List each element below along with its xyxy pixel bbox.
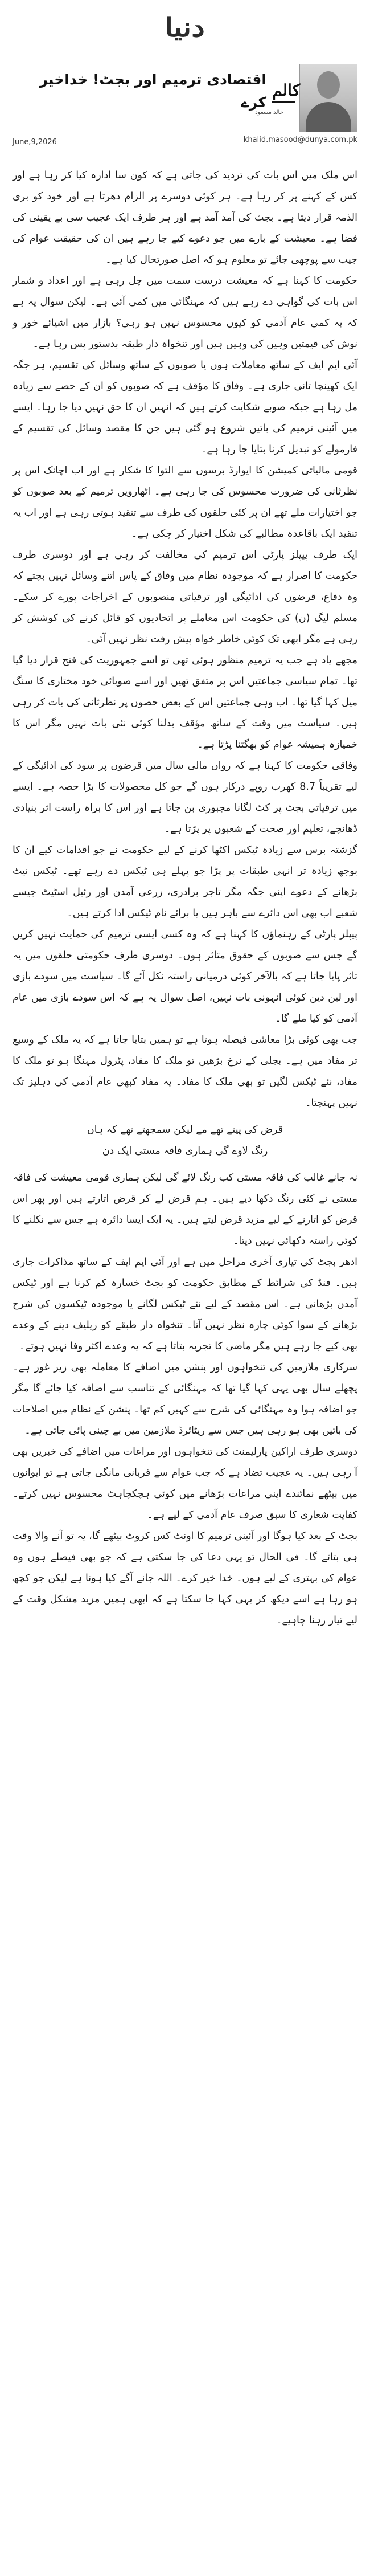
article-paragraph: مجھے یاد ہے جب یہ ترمیم منظور ہوئی تھی تو اسے جمہوریت کی فتح قرار دیا گیا تھا۔ تمام سیاسی جماعتیں اس پر متفق تھیں اور اسے صوبائی خود مختاری کا سنگ میل کہا گیا تھا۔ اب وہی جماعتیں اس کے بعض حصوں پر نظرثانی کی بات کر رہی ہیں۔ سیاست میں وقت کے ساتھ مؤقف بدلنا کوئی نئی بات نہیں مگر اس کا خمیازہ ہمیشہ عوام کو بھگتنا پڑتا ہے۔ xyxy=(13,655,357,750)
article-paragraph: قومی مالیاتی کمیشن کا ایوارڈ برسوں سے التوا کا شکار ہے اور اب اچانک اس پر نظرثانی کی ضرورت محسوس کی جا رہی ہے۔ اٹھارویں ترمیم کے بعد صوبوں کو جو اختیارات ملے تھے ان پر کئی حلقوں کی طرف سے تنقید ہوتی رہی ہے اور اب یہ تنقید ایک باقاعدہ مطالبے کی شکل اختیار کر چکی ہے۔ xyxy=(13,465,357,540)
author-photo-head xyxy=(317,71,340,99)
masthead xyxy=(0,0,370,57)
article-paragraph: گزشتہ برس سے زیادہ ٹیکس اکٹھا کرنے کے لیے حکومت نے جو اقدامات کیے ان کا بوجھ زیادہ تر انہی طبقات پر پڑا جو پہلے ہی ٹیکس دے رہے تھے۔ ٹیکس نیٹ بڑھانے کے دعوے اپنی جگہ مگر تاجر برادری، زرعی آمدن اور رئیل اسٹیٹ جیسے شعبے اب بھی اس دائرے سے باہر ہیں یا برائے نام ٹیکس ادا کرتے ہیں۔ xyxy=(13,844,357,919)
author-photo xyxy=(299,64,357,132)
author-photo-shoulders xyxy=(306,102,351,132)
column-label-text: کالم xyxy=(272,81,301,100)
article-paragraph: بجٹ کے بعد کیا ہوگا اور آئینی ترمیم کا اونٹ کس کروٹ بیٹھے گا، یہ تو آنے والا وقت ہی بتائے گا۔ فی الحال تو یہی دعا کی جا سکتی ہے کہ جو بھی فیصلے ہوں وہ عوام کی بہتری کے لیے ہوں۔ خدا خیر کرے۔ اللہ جانے آگے کیا ہونا ہے لیکن جو کچھ ہو رہا ہے اسے دیکھ کر یہی کہا جا سکتا ہے کہ ابھی ہمیں مزید مشکل وقت کے لیے تیار رہنا چاہیے۔ xyxy=(13,1530,357,1626)
article-paragraph: سرکاری ملازمین کی تنخواہوں اور پنشن میں اضافے کا معاملہ بھی زیر غور ہے۔ پچھلے سال بھی یہی کہا گیا تھا کہ مہنگائی کے تناسب سے اضافہ کیا جائے گا مگر جو اضافہ ہوا وہ مہنگائی کی شرح سے کہیں کم تھا۔ پنشن کے نظام میں اصلاحات کی باتیں بھی ہو رہی ہیں جس سے ریٹائرڈ ملازمین میں بے چینی پائی جاتی ہے۔ xyxy=(13,1362,357,1436)
poetry-line: قرض کی پیتے تھے مے لیکن سمجھتے تھے کہ ہاں xyxy=(87,1124,283,1136)
poetry-line: رنگ لاوے گی ہماری فاقہ مستی ایک دن xyxy=(102,1145,268,1157)
article-paragraph: وفاقی حکومت کا کہنا ہے کہ رواں مالی سال میں قرضوں پر سود کی ادائیگی کے لیے تقریباً 8.7 کھرب روپے درکار ہوں گے جو کل محصولات کا بڑا حصہ ہے۔ ایسے میں ترقیاتی بجٹ پر کٹ لگانا مجبوری بن جاتا ہے اور اس کا براہ راست اثر بنیادی ڈھانچے، تعلیم اور صحت کے شعبوں پر پڑتا ہے۔ xyxy=(13,760,358,835)
article-paragraph: اس ملک میں اس بات کی تردید کی جاتی ہے کہ کون سا ادارہ کیا کر رہا ہے اور کس کے کہنے پر کر رہا ہے۔ ہر کوئی دوسرے پر الزام دھرتا ہے اور خود کو بری الذمہ قرار دیتا ہے۔ بجٹ کی آمد آمد ہے اور ہر طرف ایک عجیب سی بے یقینی کی فضا ہے۔ معیشت کے بارے میں جو دعوے کیے جا رہے ہیں ان کی حقیقت عوام کی جیب سے پوچھی جائے تو معلوم ہو کہ اصل صورتحال کیا ہے۔ xyxy=(13,170,357,266)
article-paragraph: حکومت کا کہنا ہے کہ معیشت درست سمت میں چل رہی ہے اور اعداد و شمار اس بات کی گواہی دے رہے ہیں کہ مہنگائی میں کمی آئی ہے۔ لیکن سوال یہ ہے کہ یہ کمی عام آدمی کو کیوں محسوس نہیں ہو رہی؟ بازار میں اشیائے خور و نوش کی قیمتیں وہیں کی وہیں ہیں اور تنخواہ دار طبقہ بدستور پس رہا ہے۔ xyxy=(13,275,357,350)
article-paragraph: ایک طرف پیپلز پارٹی اس ترمیم کی مخالفت کر رہی ہے اور دوسری طرف حکومت کا اصرار ہے کہ موجودہ نظام میں وفاق کے پاس اتنے وسائل نہیں بچتے کہ وہ دفاع، قرضوں کی ادائیگی اور ترقیاتی منصوبوں کے اخراجات پورے کر سکے۔ مسلم لیگ (ن) کی حکومت اس معاملے پر اتحادیوں کو قائل کرنے کی کوشش کر رہی ہے مگر ابھی تک کوئی خاطر خواہ پیش رفت نظر نہیں آئی۔ xyxy=(13,549,357,645)
poetry-couplet xyxy=(13,1120,357,1162)
column-label-underline xyxy=(272,101,295,103)
article-paragraph: ادھر بجٹ کی تیاری آخری مراحل میں ہے اور آئی ایم ایف کے ساتھ مذاکرات جاری ہیں۔ فنڈ کی شرائط کے مطابق حکومت کو بجٹ خسارہ کم کرنا ہے اور ٹیکس آمدن بڑھانی ہے۔ اس مقصد کے لیے نئے ٹیکس لگانے یا موجودہ ٹیکسوں کی شرح بڑھانے کے سوا کوئی چارہ نظر نہیں آتا۔ تنخواہ دار طبقے کو ریلیف دینے کے وعدے بھی کیے جا رہے ہیں مگر ماضی کا تجربہ بتاتا ہے کہ یہ وعدے اکثر وفا نہیں ہوتے۔ xyxy=(13,1256,357,1352)
column-label xyxy=(272,81,301,103)
article-paragraph: دوسری طرف اراکین پارلیمنٹ کی تنخواہوں اور مراعات میں اضافے کی خبریں بھی آ رہی ہیں۔ یہ عجیب تضاد ہے کہ جب عوام سے قربانی مانگی جاتی ہے تو ایوانوں میں بیٹھے نمائندے اپنی مراعات بڑھانے میں کوئی ہچکچاہٹ محسوس نہیں کرتے۔ کفایت شعاری کا سبق صرف عام آدمی کے لیے ہے۔ xyxy=(13,1446,357,1521)
article-paragraphs xyxy=(13,165,357,1114)
author-name: خالد مسعود xyxy=(255,109,283,116)
logo-text: دنیا xyxy=(165,11,205,43)
article-paragraph: جب بھی کوئی بڑا معاشی فیصلہ ہوتا ہے تو ہمیں بتایا جاتا ہے کہ یہ ملک کے وسیع تر مفاد میں ہے۔ بجلی کے نرخ بڑھیں تو ملک کا مفاد، پٹرول مہنگا ہو تو ملک کا مفاد، نئے ٹیکس لگیں تو بھی ملک کا مفاد۔ یہ مفاد کبھی عام آدمی کی دہلیز تک نہیں پہنچتا۔ xyxy=(13,1034,357,1109)
author-block xyxy=(13,64,357,149)
article-paragraph: آئی ایم ایف کے ساتھ معاملات ہوں یا صوبوں کے ساتھ وسائل کی تقسیم، ہر جگہ ایک کھینچا تانی جاری ہے۔ وفاق کا مؤقف ہے کہ صوبوں کو ان کے حصے سے زیادہ مل رہا ہے جبکہ صوبے شکایت کرتے ہیں کہ انہیں ان کا حق نہیں دیا جا رہا۔ ایسے میں آئینی ترمیم کی باتیں شروع ہو گئی ہیں جن کا مقصد وسائل کی تقسیم کے فارمولے کو تبدیل کرنا بتایا جا رہا ہے۔ xyxy=(13,360,357,455)
newspaper-logo xyxy=(151,6,219,48)
article-headline: اقتصادی ترمیم اور بجٹ! خداخیر کرے xyxy=(39,71,266,111)
author-email[interactable]: khalid.masood@dunya.com.pk xyxy=(243,136,357,144)
article-paragraph: نہ جانے غالب کی فاقہ مستی کب رنگ لائے گی لیکن ہماری قومی معیشت کی فاقہ مستی نے کئی رنگ دکھا دیے ہیں۔ ہم قرض لے کر قرض اتارتے ہیں اور پھر اس قرض کو اتارنے کے لیے مزید قرض لیتے ہیں۔ یہ ایک ایسا دائرہ ہے جس سے نکلنے کا کوئی راستہ دکھائی نہیں دیتا۔ xyxy=(13,1172,357,1247)
article-paragraph: پیپلز پارٹی کے رہنماؤں کا کہنا ہے کہ وہ کسی ایسی ترمیم کی حمایت نہیں کریں گے جس سے صوبوں کے حقوق متاثر ہوں۔ دوسری طرف حکومتی حلقوں میں یہ تاثر پایا جاتا ہے کہ بالآخر کوئی درمیانی راستہ نکل آئے گا۔ سیاست میں سودے بازی اور لین دین کوئی انہونی بات نہیں، اصل سوال یہ ہے کہ اس سودے بازی میں عام آدمی کو کیا ملے گا۔ xyxy=(13,929,357,1024)
publish-date: June,9,2026 xyxy=(13,138,57,146)
article-body xyxy=(13,165,357,1631)
article-paragraphs-after xyxy=(13,1167,357,1631)
